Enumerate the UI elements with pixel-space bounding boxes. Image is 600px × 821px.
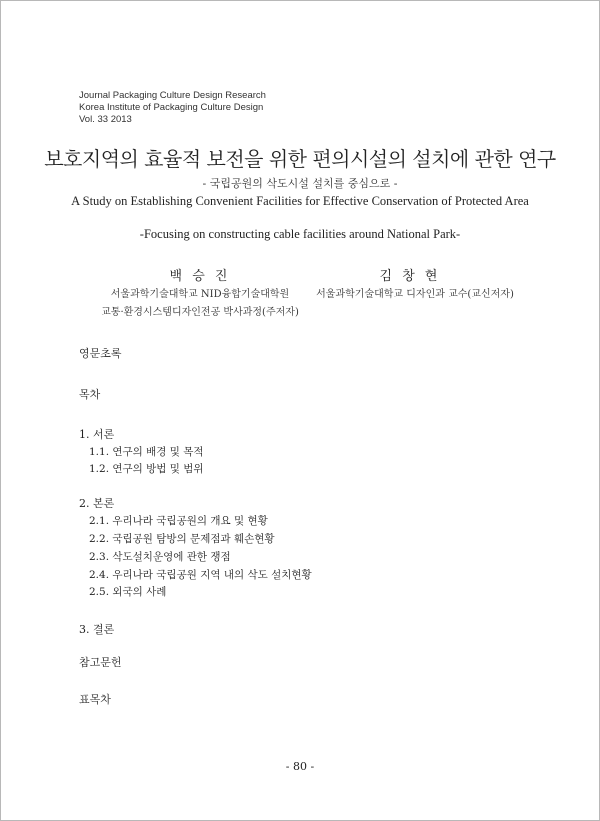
- volume-info: Vol. 33 2013: [79, 114, 132, 125]
- toc-section-3: 3. 결론: [79, 623, 115, 636]
- toc-abstract: 영문초록: [79, 347, 122, 360]
- toc-subsection-2-3: 2.3. 삭도설치운영에 관한 쟁점: [89, 551, 231, 563]
- toc-references: 참고문헌: [79, 656, 122, 669]
- toc-subsection-1-2: 1.2. 연구의 방법 및 범위: [89, 463, 204, 475]
- affiliation-line: 서울과학기술대학교 디자인과 교수(교신저자): [316, 289, 514, 300]
- page-number: - 80 -: [285, 760, 315, 773]
- journal-header: [79, 90, 266, 126]
- toc-subsection-2-4: 2.4. 우리나라 국립공원 지역 내의 삭도 설치현황: [89, 569, 312, 581]
- author-affiliation-primary: [80, 286, 320, 322]
- author-name-primary: 백 승 진: [169, 269, 231, 284]
- toc-section-2: 2. 본론: [79, 497, 115, 510]
- author-name-corresponding: 김 창 현: [379, 269, 441, 284]
- affiliation-line: 서울과학기술대학교 NID융합기술대학원: [110, 289, 290, 300]
- toc-subsection-2-2: 2.2. 국립공원 탐방의 문제점과 훼손현황: [89, 533, 275, 545]
- toc-section-1: 1. 서론: [79, 428, 115, 441]
- toc-subsection-2-1: 2.1. 우리나라 국립공원의 개요 및 현황: [89, 515, 268, 527]
- affiliation-line: 교통·환경시스템디자인전공 박사과정(주저자): [101, 307, 299, 318]
- paper-title: 보호지역의 효율적 보전을 위한 편의시설의 설치에 관한 연구: [44, 147, 556, 171]
- toc-table-index: 표목차: [79, 693, 111, 706]
- toc-contents-heading: 목차: [79, 388, 101, 401]
- toc-subsection-1-1: 1.1. 연구의 배경 및 목적: [89, 446, 204, 458]
- author-affiliation-corresponding: [300, 286, 530, 304]
- toc-subsection-2-5: 2.5. 외국의 사례: [89, 586, 167, 598]
- journal-name: Journal Packaging Culture Design Research: [79, 90, 266, 101]
- paper-title-english: A Study on Establishing Convenient Facilities for Effective Conservation of Protected Area: [71, 194, 529, 208]
- paper-subtitle-english: -Focusing on constructing cable facilities around National Park-: [139, 227, 461, 241]
- paper-subtitle-korean: - 국립공원의 삭도시설 설치를 중심으로 -: [202, 177, 398, 190]
- institute-name: Korea Institute of Packaging Culture Design: [79, 102, 264, 113]
